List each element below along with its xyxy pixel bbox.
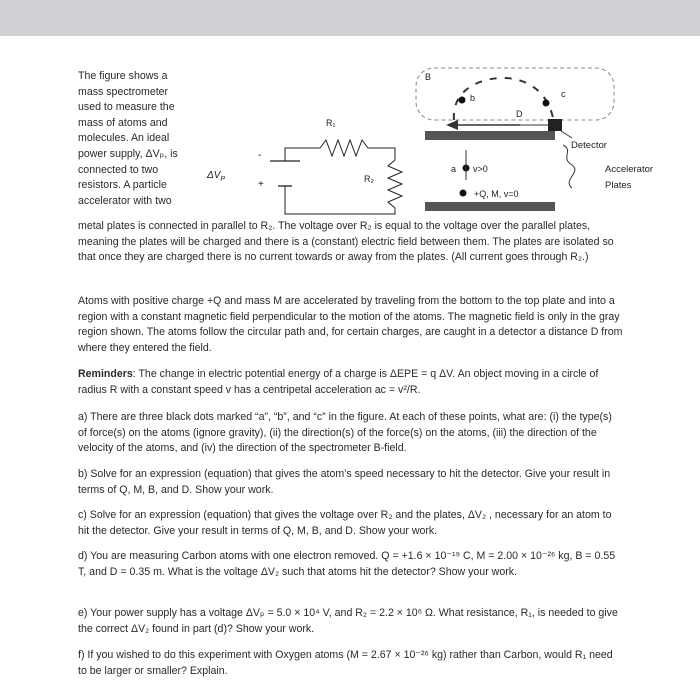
- intro-line: used to measure the: [78, 101, 175, 114]
- reminders: [78, 367, 623, 398]
- detector-leader: [561, 131, 572, 138]
- label-plates: Plates: [605, 180, 632, 191]
- question-f: f) If you wished to do this experiment with Oxygen atoms (M = 2.67 × 10⁻²⁶ kg) rather than Carbon, would R₁ need to be larger or smaller? Explain.: [78, 649, 613, 677]
- intro-line: power supply, ΔVₚ, is: [78, 147, 178, 160]
- label-particle: +Q, M, v=0: [474, 189, 519, 199]
- intro-line: mass of atoms and: [78, 116, 168, 129]
- magnetic-field-region: [416, 68, 614, 120]
- label-c: c: [561, 89, 566, 99]
- label-B: B: [425, 72, 432, 82]
- label-accelerator: Accelerator: [605, 164, 654, 175]
- intro-line: accelerator with two: [78, 194, 172, 207]
- label-plus: +: [258, 179, 264, 190]
- question-e: e) Your power supply has a voltage ΔVₚ = 5.0 × 10⁴ V, and R₂ = 2.2 × 10⁶ Ω. What resistance, R₁, is needed to give the correct ΔV₂ found in part (d)? Show your work.: [78, 607, 618, 635]
- intro-line: resistors. A particle: [78, 179, 167, 192]
- reminders-text: : The change in electric potential energy of a charge is ΔEPE = q ΔV. An object moving in a circle of radius R with a constant speed v has a centripetal acceleration aᴄ = v²/R.: [78, 368, 599, 396]
- label-R2: R₂: [364, 174, 374, 184]
- question-d: d) You are measuring Carbon atoms with one electron removed. Q = +1.6 × 10⁻¹⁹ C, M = 2.00 × 10⁻²⁶ kg, B = 0.55 T, and D = 0.35 m. What is the voltage ΔV₂ such that atoms hit the detector? Show your work.: [78, 550, 616, 578]
- label-detector: Detector: [571, 140, 607, 151]
- label-D: D: [516, 109, 523, 119]
- label-minus: -: [258, 150, 262, 161]
- label-b: b: [470, 93, 476, 103]
- question-c: c) Solve for an expression (equation) that gives the voltage over R₂ and the plates, ΔV₂ , necessary for an atom to hit the detector. Give your result in terms of Q, M, B, and D. Show your work.: [78, 509, 612, 537]
- bottom-plate: [425, 202, 555, 211]
- wire-top: [285, 148, 320, 161]
- intro-line: connected to two: [78, 163, 159, 176]
- intro-line: mass spectrometer: [78, 85, 169, 98]
- label-a: a: [451, 164, 457, 174]
- dot-c: [543, 100, 550, 107]
- label-dVp: $\Delta V_P$: [207, 170, 226, 183]
- wire-bottom: [285, 186, 395, 214]
- intro-text: [78, 69, 208, 209]
- reminders-label: Reminders: [78, 368, 133, 380]
- top-plate: [425, 131, 555, 140]
- entry-arrow-head: [446, 120, 458, 130]
- question-a: a) There are three black dots marked “a”, “b”, and “c” in the figure. At each of these points, what are: (i) the type(s) of force(s) on the atoms (ignore gravity), (ii) the direction(s) of the force(s) on the atoms, (iii) the direction of the velocity of the atoms, and (iv) the direction of the spectrometer B-field.: [78, 411, 612, 455]
- resistor-r1: [320, 140, 368, 156]
- intro-continuation: metal plates is connected in parallel to R₂. The voltage over R₂ is equal to the voltage over the parallel plates, meaning the plates will be charged and there is a (constant) electric field between them. The plates are isolated so that once they are charged there is no current towards or away from the plates. (All current goes through R₂.): [78, 220, 614, 264]
- paragraph-atoms: Atoms with positive charge +Q and mass M are accelerated by traveling from the bottom to the top plate and into a region with a constant magnetic field perpendicular to the motion of the atoms. The magnetic field is only in the gray region shown. The atoms follow the circular path and, for certain charges, are caught in a detector a distance D from where they entered the field.: [78, 295, 623, 354]
- detector: [548, 119, 562, 131]
- accelerator-bracket: [563, 145, 575, 188]
- intro-line: molecules. An ideal: [78, 132, 170, 145]
- particle-dot: [460, 190, 467, 197]
- label-velocity: v>0: [473, 164, 488, 174]
- intro-line: The figure shows a: [78, 70, 168, 82]
- resistor-r2: [388, 160, 402, 208]
- label-R1: R₁: [326, 118, 336, 128]
- wire-right-top: [368, 148, 395, 160]
- question-b: b) Solve for an expression (equation) that gives the atom’s speed necessary to hit the detector. Give your result in terms of Q, M, B, and D. Show your work.: [78, 468, 611, 496]
- dot-b: [459, 97, 466, 104]
